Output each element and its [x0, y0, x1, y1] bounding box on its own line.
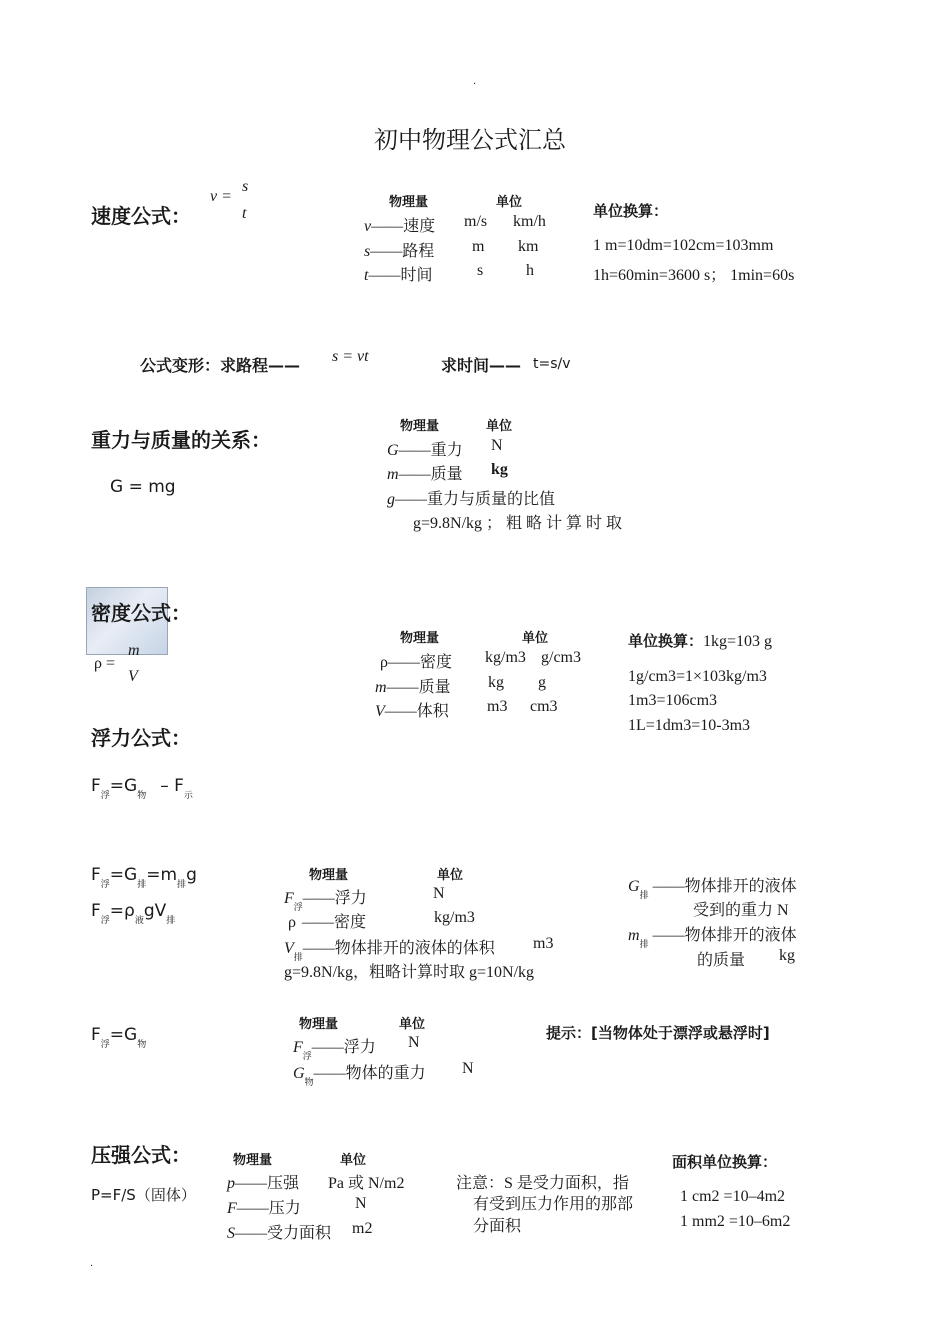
- unit-cell: N: [433, 885, 445, 902]
- table-row: s——路程: [364, 243, 435, 260]
- area-conversion-title: 面积单位换算：: [672, 1153, 778, 1171]
- speed-formula-numerator: s: [242, 178, 249, 195]
- pressure-note: 注意：S 是受力面积，指: [456, 1175, 629, 1192]
- table-row: $V_排——$物体排开的液体的体积: [284, 940, 495, 962]
- section-heading-gravity: 重力与质量的关系：: [91, 428, 271, 452]
- unit-cell: km: [518, 238, 539, 255]
- unit-conversion-line: 1g/cm3=1×103kg/m3: [628, 668, 767, 685]
- hint-text: 提示：[当物体处于漂浮或悬浮时]: [546, 1024, 770, 1042]
- unit-cell: Pa 或 N/m2: [328, 1175, 405, 1192]
- table-header-quantity: 物理量: [389, 195, 429, 210]
- section-heading-buoyancy: 浮力公式：: [91, 726, 191, 750]
- unit-cell: N: [408, 1034, 420, 1051]
- unit-cell: cm3: [530, 698, 558, 715]
- section-heading-speed: 速度公式：: [91, 204, 191, 228]
- table-header-unit: 单位: [340, 1153, 367, 1168]
- table-row: V——体积: [375, 703, 449, 720]
- pressure-formula: P=F/S（固体）: [91, 1186, 196, 1204]
- table-header-unit: 单位: [399, 1017, 426, 1032]
- table-row: v——速度: [364, 218, 436, 235]
- unit-cell: m2: [352, 1220, 373, 1237]
- unit-cell: m3: [487, 698, 508, 715]
- table-header-unit: 单位: [486, 419, 513, 434]
- table-header-quantity: 物理量: [309, 868, 349, 883]
- unit-conversion-title: 单位换算：: [593, 202, 669, 220]
- table-header-quantity: 物理量: [233, 1153, 273, 1168]
- page-title: 初中物理公式汇总: [374, 126, 566, 154]
- unit-cell: km/h: [513, 213, 546, 230]
- area-conversion-line: 1 cm2 =10–4m2: [680, 1188, 786, 1205]
- formula-variant-distance: s = vt: [332, 348, 369, 365]
- unit-cell: kg/m3: [434, 909, 475, 926]
- page-dot: .: [90, 1258, 94, 1269]
- side-definition-cont: 受到的重力 N: [693, 902, 789, 919]
- unit-conversion-line: 1L=1dm3=10-3m3: [628, 717, 751, 734]
- buoyancy-formula-weighing: $F_浮=G_物 - F_示$: [91, 776, 193, 801]
- unit-conversion-line: 1m3=106cm3: [628, 692, 718, 709]
- table-row: ρ——密度: [380, 654, 452, 671]
- unit-cell: m/s: [464, 213, 488, 230]
- table-header-unit: 单位: [437, 868, 464, 883]
- speed-formula-denominator: t: [242, 205, 247, 222]
- table-row: $F_浮——$浮力: [293, 1039, 376, 1061]
- unit-cell: N: [491, 437, 503, 454]
- unit-cell: m: [472, 238, 485, 255]
- side-definition: $m_排$ ——物体排开的液体: [628, 927, 797, 949]
- table-row: $G_物——$物体的重力: [293, 1065, 426, 1087]
- density-formula-numerator: m: [128, 642, 140, 659]
- gravity-constant-note: g=9.8N/kg，粗略计算时取 g=10N/kg: [284, 964, 535, 981]
- buoyancy-formula-density: $F_浮=\rho_液gV_排$: [91, 901, 176, 926]
- table-header-unit: 单位: [522, 631, 549, 646]
- section-heading-density: 密度公式：: [91, 601, 191, 625]
- unit-cell: N: [462, 1060, 474, 1077]
- pressure-note: 分面积: [473, 1218, 522, 1235]
- unit-cell: g/cm3: [541, 649, 581, 666]
- area-conversion-line: 1 mm2 =10–6m2: [680, 1213, 791, 1230]
- unit-cell: kg/m3: [485, 649, 526, 666]
- table-row: $F_浮——$浮力: [284, 890, 367, 912]
- unit-conversion-line: 1 m=10dm=102cm=103mm: [593, 237, 774, 254]
- table-row: G——重力: [387, 442, 463, 459]
- formula-variant-label: 公式变形：求路程——: [140, 356, 301, 375]
- gravity-formula: G = mg: [110, 477, 176, 497]
- table-header-unit: 单位: [496, 195, 523, 210]
- unit-cell: h: [526, 262, 534, 279]
- section-heading-pressure: 压强公式：: [91, 1143, 191, 1167]
- table-row: S——受力面积: [227, 1225, 332, 1242]
- page-dot: .: [473, 76, 477, 87]
- side-definition-cont: 的质量: [697, 952, 746, 969]
- unit-conversion-line: 1h=60min=3600 s； 1min=60s: [593, 267, 795, 284]
- speed-formula-lhs: v =: [210, 188, 232, 205]
- buoyancy-formula-archimedes: $F_浮=G_排=m_排g$: [91, 865, 197, 890]
- table-row: t——时间: [364, 267, 433, 284]
- unit-conversion-title: 单位换算：1kg=103 g: [628, 632, 773, 650]
- table-row: g——重力与质量的比值: [387, 491, 556, 508]
- table-row: ρ ——密度: [288, 914, 366, 931]
- density-formula-denominator: V: [128, 668, 138, 685]
- formula-variant-time: t=s/v: [533, 356, 571, 372]
- table-header-quantity: 物理量: [400, 419, 440, 434]
- buoyancy-formula-floating: $F_浮=G_物$: [91, 1025, 147, 1050]
- table-row: m——质量: [375, 679, 451, 696]
- table-row: m——质量: [387, 466, 463, 483]
- unit-cell: kg: [488, 674, 504, 691]
- unit-cell: kg: [491, 461, 508, 478]
- table-header-quantity: 物理量: [400, 631, 440, 646]
- density-formula-lhs: ρ =: [94, 655, 116, 672]
- pressure-note: 有受到压力作用的那部: [473, 1196, 634, 1213]
- unit-cell: N: [355, 1195, 367, 1212]
- table-row: p——压强: [227, 1175, 300, 1192]
- unit-cell: s: [477, 262, 484, 279]
- formula-variant-time-label: 求时间——: [441, 356, 522, 375]
- unit-cell: m3: [533, 935, 554, 952]
- gravity-note: g=9.8N/kg ； 粗 略 计 算 时 取: [413, 515, 623, 532]
- table-header-quantity: 物理量: [299, 1017, 339, 1032]
- side-definition: $G_排$ ——物体排开的液体: [628, 878, 797, 900]
- unit-cell: kg: [779, 947, 795, 964]
- table-row: F——压力: [227, 1200, 301, 1217]
- unit-cell: g: [538, 674, 546, 691]
